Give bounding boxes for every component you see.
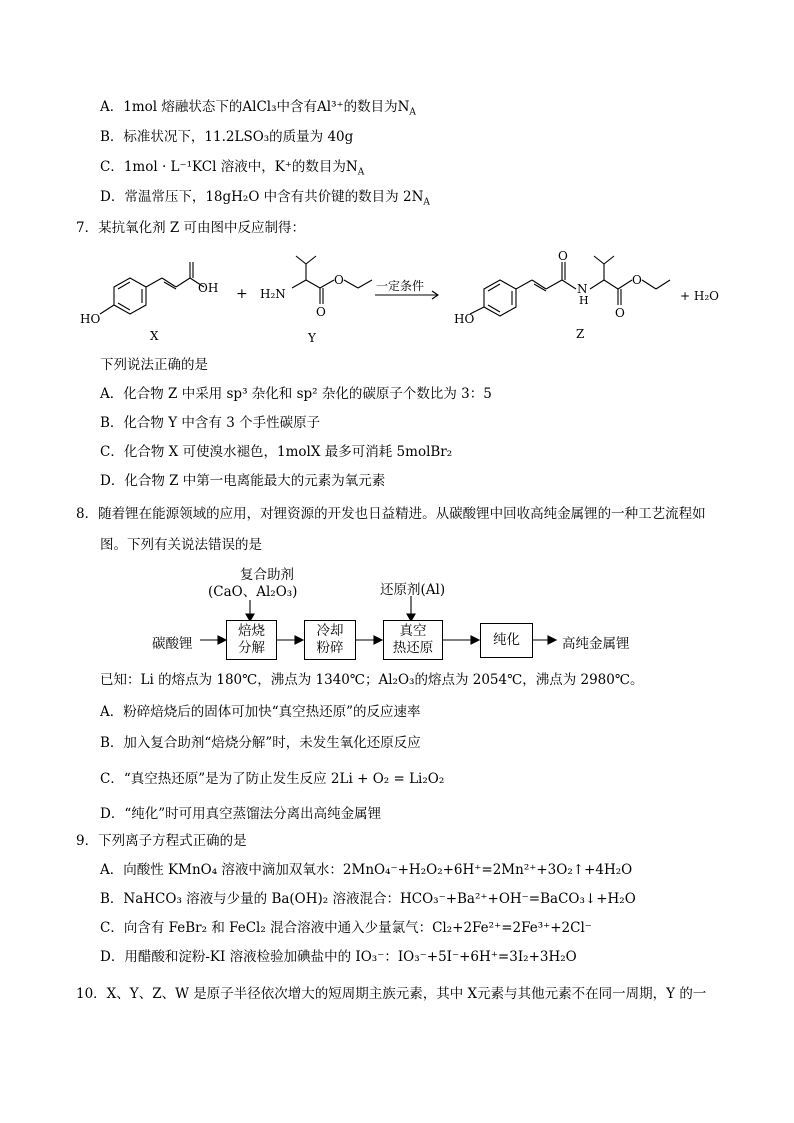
z-o-ester-label: O [632, 273, 642, 287]
x-ho-label: HO [80, 312, 101, 326]
q8-known: 已知：Li 的熔点为 180℃，沸点为 1340℃；Al₂O₃的熔点为 2054℃，沸点为 2980℃。 [100, 672, 644, 688]
z-o-amide-label: O [558, 250, 568, 263]
flow-box-roast: 焙烧 分解 [226, 620, 277, 660]
q7-option-d: D．化合物 Z 中第一电离能最大的元素为氧元素 [100, 473, 386, 489]
x-oh-label: OH [198, 281, 219, 295]
q9-option-c: C．向含有 FeBr₂ 和 FeCl₂ 混合溶液中通入少量氯气：Cl₂+2Fe²⁺=2Fe³⁺+2Cl⁻ [100, 920, 592, 936]
q8-option-a: A．粉碎焙烧后的固体可加快“真空热还原”的反应速率 [100, 704, 421, 720]
q9-option-a: A．向酸性 KMnO₄ 溶液中滴加双氧水：2MnO₄⁻+H₂O₂+6H⁺=2Mn²⁺+3O₂↑+4H₂O [100, 862, 633, 878]
flow-input: 碳酸锂 [152, 636, 193, 652]
q8-option-c: C．“真空热还原”是为了防止发生反应 2Li + O₂ = Li₂O₂ [100, 771, 445, 787]
z-label: Z [576, 327, 585, 341]
z-o-carbonyl-label: O [615, 306, 625, 320]
q8-stem-line1: 8．随着锂在能源领域的应用，对锂资源的开发也日益精进。从碳酸锂中回收高纯金属锂的一种工艺流程如 [76, 506, 706, 522]
y-label: Y [308, 331, 316, 345]
z-ho-label: HO [454, 312, 475, 326]
y-h2n-label: H₂N [260, 287, 286, 301]
flow-additive-formula: (CaO、Al₂O₃) [208, 584, 298, 600]
flow-output: 高纯金属锂 [562, 636, 630, 652]
q9-option-b: B．NaHCO₃ 溶液与少量的 Ba(OH)₂ 溶液混合：HCO₃⁻+Ba²⁺+OH⁻=BaCO₃↓+H₂O [100, 891, 636, 907]
q6-option-c: C．1mol · L⁻¹KCl 溶液中，K⁺的数目为$N_A$ [100, 159, 365, 178]
reaction-condition: 一定条件 [376, 279, 425, 293]
q7-option-c: C．化合物 X 可使溴水褪色，1molX 最多可消耗 5molBr₂ [100, 444, 453, 460]
q7-stem: 7．某抗氧化剂 Z 可由图中反应制得： [76, 220, 306, 236]
q10-stem: 10．X、Y、Z、W 是原子半径依次增大的短周期主族元素，其中 X元素与其他元素不在同一周期，Y 的一 [76, 986, 707, 1002]
q6-option-b: B．标准状况下，11.2LSO₃的质量为 40g [100, 129, 354, 145]
q7-option-a: A．化合物 Z 中采用 sp³ 杂化和 sp² 杂化的碳原子个数比为 3：5 [100, 386, 492, 402]
flow-box-purify: 纯化 [480, 623, 533, 658]
y-o-label: O [316, 305, 326, 319]
flow-box-vacuum: 真空 热还原 [383, 620, 443, 660]
water-label: + H₂O [680, 289, 719, 303]
q8-option-b: B．加入复合助剂“焙烧分解”时，未发生氧化还原反应 [100, 735, 421, 751]
q6-option-a: A．1mol 熔融状态下的AlCl₃中含有Al³⁺的数目为$N_A$ [100, 99, 416, 118]
z-h-label: H [579, 294, 589, 307]
q8-stem-line2: 图。下列有关说法错误的是 [100, 537, 262, 553]
q8-option-d: D．“纯化”时可用真空蒸馏法分离出高纯金属锂 [100, 806, 382, 822]
q9-option-d: D．用醋酸和淀粉-KI 溶液检验加碘盐中的 IO₃⁻：IO₃⁻+5I⁻+6H⁺=3I₂+3H₂O [100, 949, 577, 965]
z-n-label: N [577, 282, 588, 296]
q7-prompt: 下列说法正确的是 [100, 357, 208, 373]
plus-sign: + [236, 286, 248, 302]
flow-additive-title: 复合助剂 [240, 567, 294, 583]
x-label: X [150, 329, 159, 343]
y-o-ester-label: O [334, 273, 344, 287]
q6-option-d: D．常温常压下，18gH₂O 中含有共价键的数目为 $2N_A$ [100, 189, 430, 208]
q7-option-b: B．化合物 Y 中含有 3 个手性碳原子 [100, 415, 321, 431]
q9-stem: 9．下列离子方程式正确的是 [76, 833, 247, 849]
flow-box-cool: 冷却 粉碎 [304, 620, 356, 660]
flow-reductant: 还原剂(Al) [380, 582, 446, 598]
